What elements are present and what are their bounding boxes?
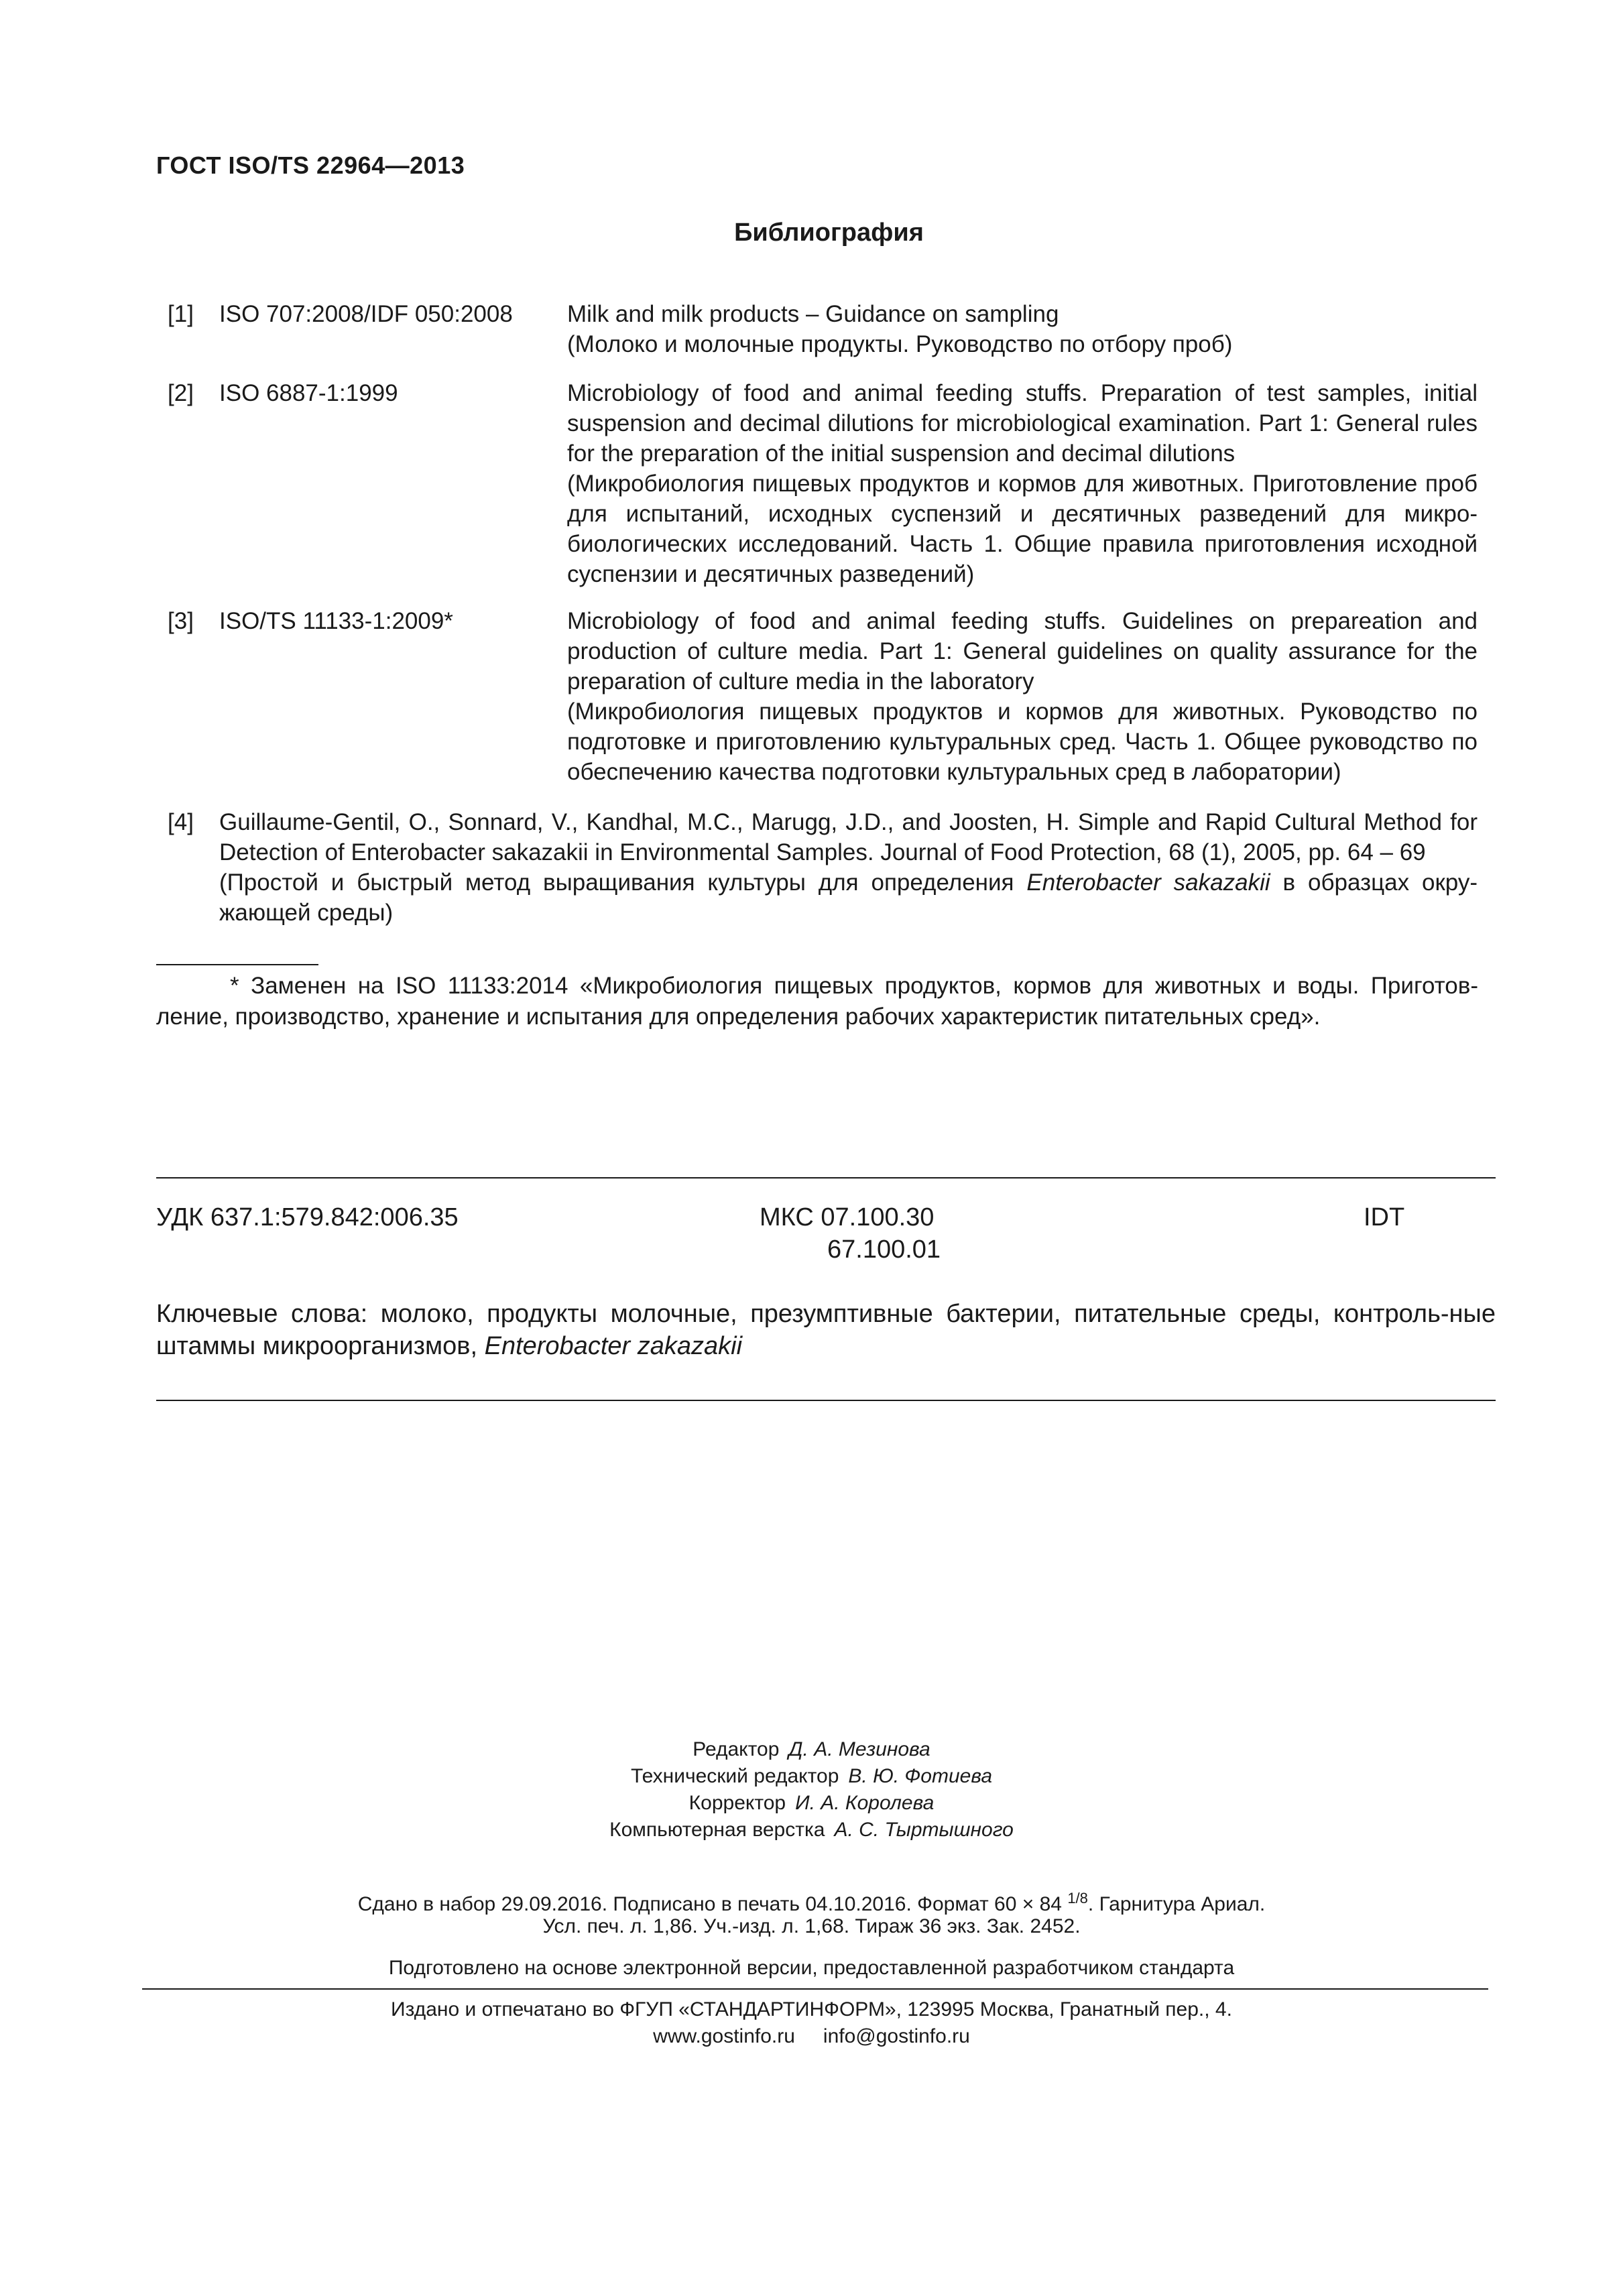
credit-role: Редактор bbox=[693, 1738, 780, 1760]
divider-top bbox=[156, 1177, 1496, 1179]
bibliography-entry-2 bbox=[0, 378, 1623, 593]
entry-description bbox=[567, 378, 1478, 589]
email-link[interactable]: info@gostinfo.ru bbox=[823, 2025, 970, 2047]
website-link[interactable]: www.gostinfo.ru bbox=[653, 2025, 795, 2047]
bibliography-entry-1 bbox=[0, 299, 1623, 366]
entry-ru-italic: Enterobacter sakazakii bbox=[1026, 869, 1270, 896]
entry-title-en: Milk and milk products – Guidance on sampling bbox=[567, 301, 1059, 327]
keywords bbox=[156, 1298, 1496, 1362]
imprint-line-1b: . Гарнитура Ариал. bbox=[1087, 1893, 1266, 1915]
credit-role: Технический редактор bbox=[630, 1765, 839, 1787]
credit-role: Компьютерная верстка bbox=[609, 1819, 825, 1841]
udk-code: УДК 637.1:579.842:006.35 bbox=[156, 1203, 459, 1231]
divider-bottom bbox=[156, 1400, 1496, 1401]
entry-number: [1] bbox=[168, 301, 194, 327]
entry-ru-before: (Простой и быстрый метод выращивания культуры для определения bbox=[219, 869, 1027, 896]
publisher-line: Издано и отпечатано во ФГУП «СТАНДАРТИНФОРМ», 123995 Москва, Гранатный пер., 4. bbox=[391, 1998, 1232, 2020]
entry-title-ru: (Молоко и молочные продукты. Руководство по отбору проб) bbox=[567, 331, 1233, 357]
credit-name: В. Ю. Фотиева bbox=[848, 1765, 993, 1787]
entry-citation-block bbox=[219, 807, 1478, 928]
entry-title-ru: (Микробиология пищевых продуктов и кормов для животных. Приготовление проб для испытаний, исходных суспензий и десятичных разведений для микро-биологических исследований. Часть 1. Общие правила приготовления исходной суспензии и десятичных разведений) bbox=[567, 471, 1478, 587]
entry-ru-after: в образцах окру-жающей среды) bbox=[219, 869, 1478, 926]
credit-name: И. А. Королева bbox=[795, 1792, 935, 1814]
footnote-separator bbox=[156, 964, 318, 965]
credit-name: Д. А. Мезинова bbox=[788, 1738, 930, 1760]
entry-code: ISO/TS 11133-1:2009* bbox=[219, 608, 453, 634]
bibliography-title bbox=[0, 219, 1623, 247]
entry-title-en: Microbiology of food and animal feeding stuffs. Preparation of test samples, initial suspension and decimal dilutions for microbiological examination. Part 1: General rules for the preparation of the initial suspension and decimal dilutions bbox=[567, 380, 1478, 467]
entry-description bbox=[567, 299, 1478, 359]
mks-code-2: 67.100.01 bbox=[827, 1235, 941, 1264]
footnote: * Заменен на ISO 11133:2014 «Микробиология пищевых продуктов, кормов для животных и воды. Приготов-ление, производство, хранение и испытания для определения рабочих характеристик питательных сред». bbox=[156, 973, 1478, 1030]
idt-label: IDT bbox=[1364, 1203, 1405, 1231]
contacts-line bbox=[0, 2023, 1623, 2050]
mks-code-1: МКС 07.100.30 bbox=[760, 1203, 935, 1231]
document-code: ГОСТ ISO/TS 22964—2013 bbox=[156, 152, 465, 179]
format-fraction: 1/8 bbox=[1067, 1890, 1088, 1907]
credit-layout bbox=[0, 1817, 1623, 1844]
entry-code: ISO 6887-1:1999 bbox=[219, 380, 398, 406]
entry-title-en: Microbiology of food and animal feeding stuffs. Guidelines on prepareation and production of culture media. Part 1: General guidelines on quality assurance for the preparation of culture media in the laboratory bbox=[567, 608, 1478, 694]
bibliography-title-text: Библиография bbox=[734, 219, 924, 247]
entry-citation-ru bbox=[219, 867, 1478, 928]
entry-citation: Guillaume-Gentil, O., Sonnard, V., Kandhal, M.C., Marugg, J.D., and Joosten, H. Simple and Rapid Cultural Method for Detection of Enterobacter sakazakii in Environmental Samples. Journal of Food Protection, 68 (1), 2005, pp. 64 – 69 bbox=[219, 809, 1478, 865]
prepared-note: Подготовлено на основе электронной версии, предоставленной разработчиком стандарта bbox=[388, 1957, 1235, 1979]
entry-number: [2] bbox=[168, 380, 194, 406]
bibliography-entry-4 bbox=[0, 807, 1623, 934]
credit-role: Корректор bbox=[688, 1792, 786, 1814]
credit-name: А. С. Тыртышного bbox=[834, 1819, 1014, 1841]
credit-editor bbox=[0, 1736, 1623, 1763]
credits bbox=[0, 1736, 1623, 1844]
credit-tech-editor bbox=[0, 1763, 1623, 1790]
imprint-line-2: Усл. печ. л. 1,86. Уч.-изд. л. 1,68. Тираж 36 экз. Зак. 2452. bbox=[542, 1915, 1081, 1937]
imprint-line-1a: Сдано в набор 29.09.2016. Подписано в печать 04.10.2016. Формат 60 × 84 bbox=[357, 1893, 1068, 1915]
keywords-italic: Enterobacter zakazakii bbox=[484, 1332, 743, 1360]
entry-description bbox=[567, 606, 1478, 787]
entry-number: [4] bbox=[168, 809, 194, 835]
divider-imprint bbox=[142, 1988, 1488, 1990]
entry-number: [3] bbox=[168, 608, 194, 634]
entry-code: ISO 707:2008/IDF 050:2008 bbox=[219, 301, 513, 327]
bibliography-entry-3 bbox=[0, 606, 1623, 794]
entry-title-ru: (Микробиология пищевых продуктов и кормов для животных. Руководство по подготовке и приготовлению культуральных сред. Часть 1. Общее руководство по обеспечению качества подготовки культуральных сред в лаборатории) bbox=[567, 699, 1478, 785]
credit-corrector bbox=[0, 1790, 1623, 1817]
keywords-text: Ключевые слова: молоко, продукты молочные, презумптивные бактерии, питательные среды, контроль-ные штаммы микроорганизмов, bbox=[156, 1300, 1496, 1360]
